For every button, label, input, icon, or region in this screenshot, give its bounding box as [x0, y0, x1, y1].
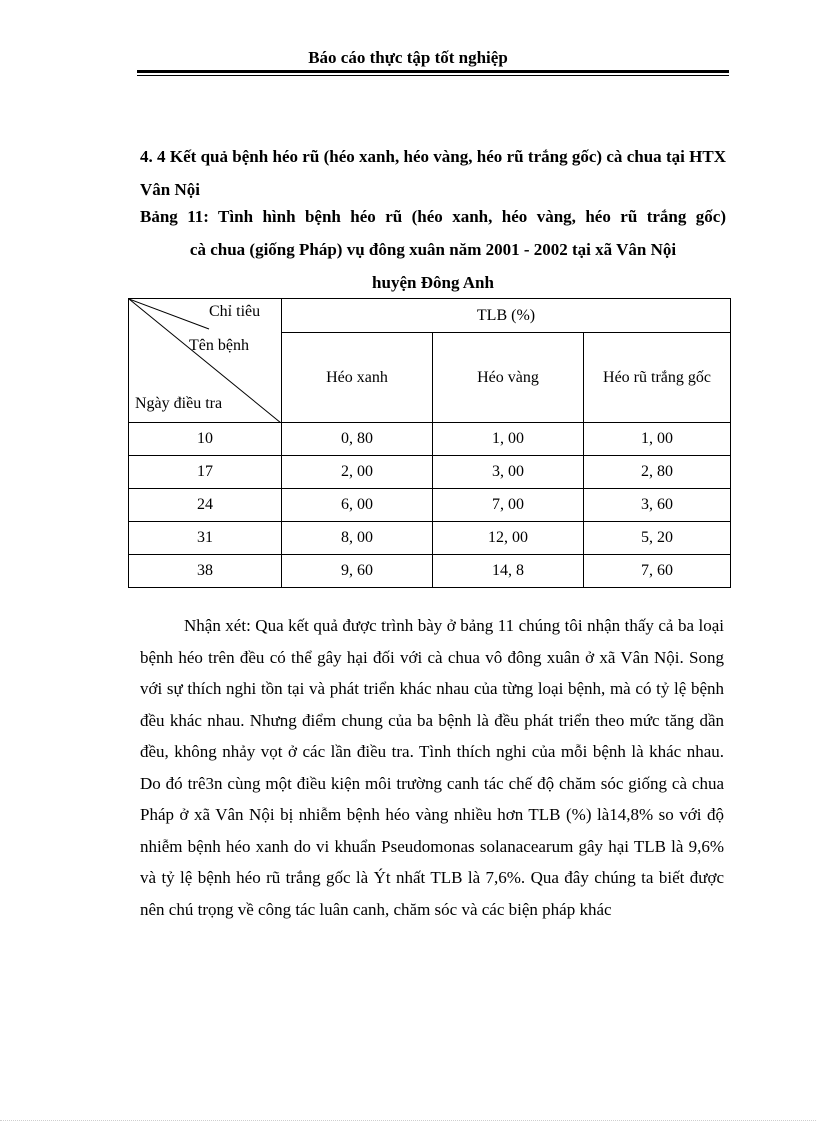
- value-cell: 1, 00: [584, 423, 731, 456]
- value-cell: 3, 00: [433, 456, 584, 489]
- day-cell: 31: [129, 522, 282, 555]
- table-header-row-1: [129, 299, 731, 333]
- corner-label-chi-tieu: Chỉ tiêu: [209, 303, 261, 320]
- value-cell: 1, 00: [433, 423, 584, 456]
- commentary-paragraph: Nhận xét: Qua kết quả được trình bày ở bảng 11 chúng tôi nhận thấy cả ba loại bệnh héo trên đều có thể gây hại đối với cà chua vô đông xuân ở xã Vân Nội. Song với sự thích nghi tồn tại và phát triển khác nhau của từng loại bệnh, mà có tỷ lệ bệnh đều khác nhau. Nhưng điểm chung của ba bệnh là đều phát triển theo mức tăng dần đều, không nhảy vọt ở các lần điều tra. Tình thích nghi của mỗi bệnh là khác nhau. Do đó trê3n cùng một điều kiện môi trường canh tác chế độ chăm sóc giống cà chua Pháp ở xã Vân Nội bị nhiễm bệnh héo vàng nhiều hơn TLB (%) là14,8% so với độ nhiễm bệnh héo xanh do vi khuẩn Pseudomonas solanacearum gây hại TLB là 9,6% và tỷ lệ bệnh héo rũ trắng gốc là Ýt nhất TLB là 7,6%. Qua đây chúng ta biết được nên chú trọng về công tác luân canh, chăm sóc và các biện pháp khác: [140, 616, 724, 919]
- page-bottom-border: [0, 1120, 816, 1121]
- value-cell: 14, 8: [433, 555, 584, 588]
- column-header: Héo rũ trắng gốc: [584, 333, 731, 423]
- value-cell: 2, 00: [282, 456, 433, 489]
- page-header-title: Báo cáo thực tập tốt nghiệp: [308, 48, 508, 67]
- header-divider: [137, 70, 729, 76]
- value-cell: 9, 60: [282, 555, 433, 588]
- value-cell: 6, 00: [282, 489, 433, 522]
- table-row: [129, 456, 731, 489]
- disease-table: [128, 298, 731, 588]
- table-caption-line-2: cà chua (giống Pháp) vụ đông xuân năm 2001 - 2002 tại xã Vân Nội: [189, 240, 677, 259]
- corner-label-ten-benh: Tên bệnh: [189, 337, 249, 354]
- value-cell: 7, 00: [433, 489, 584, 522]
- table-row: [129, 423, 731, 456]
- table-row: [129, 555, 731, 588]
- day-cell: 17: [129, 456, 282, 489]
- column-header: Héo xanh: [282, 333, 433, 423]
- value-cell: 3, 60: [584, 489, 731, 522]
- value-cell: 12, 00: [433, 522, 584, 555]
- value-cell: 2, 80: [584, 456, 731, 489]
- table-caption-line-3: huyện Đông Anh: [372, 273, 494, 292]
- table-caption-line-1: Bảng 11: Tình hình bệnh héo rũ (héo xanh, héo vàng, héo rũ trắng gốc): [140, 207, 726, 226]
- column-header: Héo vàng: [433, 333, 584, 423]
- day-cell: 24: [129, 489, 282, 522]
- corner-header-cell: [129, 299, 282, 423]
- table-caption: [140, 200, 726, 299]
- value-cell: 5, 20: [584, 522, 731, 555]
- day-cell: 38: [129, 555, 282, 588]
- day-cell: 10: [129, 423, 282, 456]
- value-cell: 8, 00: [282, 522, 433, 555]
- corner-label-ngay-dieu-tra: Ngày điều tra: [135, 395, 223, 412]
- group-header-tlb: TLB (%): [282, 299, 731, 333]
- value-cell: 7, 60: [584, 555, 731, 588]
- value-cell: 0, 80: [282, 423, 433, 456]
- section-heading: 4. 4 Kết quả bệnh héo rũ (héo xanh, héo vàng, héo rũ trắng gốc) cà chua tại HTX Vân Nội: [140, 147, 726, 199]
- table-row: [129, 489, 731, 522]
- table-row: [129, 522, 731, 555]
